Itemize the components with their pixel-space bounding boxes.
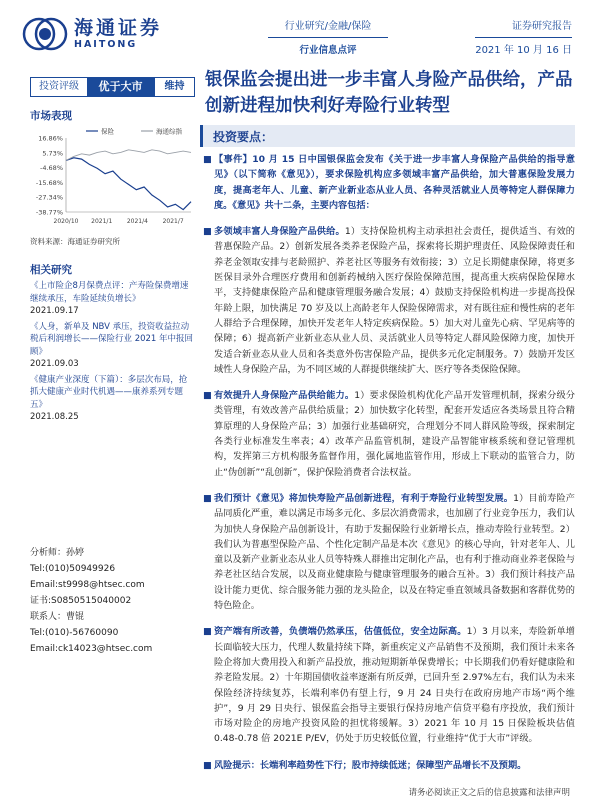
logo-chinese-text: 海通证券: [74, 17, 163, 39]
related-item[interactable]: [30, 374, 195, 424]
report-date: 2021 年 10 月 16 日: [475, 45, 572, 56]
company-logo: [22, 14, 162, 54]
legend-label: 海通综指: [156, 127, 182, 136]
key-point-highlight: 资产端有所改善，负债端仍然承压，估值低位，安全边际高。: [214, 626, 467, 638]
y-tick-label: -4.68%: [40, 164, 63, 173]
bullet-icon: ■: [203, 759, 212, 771]
investment-rating: [30, 77, 195, 97]
key-points-title: 投资要点：: [213, 130, 274, 144]
rating-label: 投资评级: [31, 78, 87, 96]
market-line-chart: [30, 126, 195, 226]
related-item-title: 《健康产业深度（下篇）：多层次布局，抢抓大健康产业时代机遇——康养系列专题五》: [30, 374, 188, 410]
related-item-title: 《上市险企8月保费点评：产寿险保费增速继续承压，车险延续负增长》: [30, 281, 189, 304]
y-tick-label: 5.73%: [42, 149, 63, 158]
report-type: 行业信息点评: [299, 45, 357, 56]
contact-email[interactable]: Email:ck14023@htsec.com: [30, 644, 153, 654]
key-point-3: [200, 491, 575, 613]
key-point-text: 1）支持保险机构主动承担社会责任，提供适当、有效的普惠保险产品。2）创新发展各类养老保险产品，探索将长期护理责任、风险保障责任和养老金领取安排与老龄照护、养老社区等服务有效衔接；3）立足长期健康保障，将更多医保目录外合理医疗费用和创新药械纳入医疗保险保障范围，提高重大疾病保险保障水平，支持健康保险产品和健康管理服务融合发展；4）鼓励支持保险机构进一步提高投保年龄上限，加快满足 70 岁及以上高龄老年人保险保障需求，对有既往症和慢性病的老年人群给予合理保障，加快开发老年人特定疾病保险。5）加大对儿童先心病、罕见病等的保障；6）提高新产业新业态从业人员、灵活就业人员等特定人群风险保障力度，加快开发适合新业态从业人员和各类意外伤害保险产品，提供多元化定制服务。7）鼓励开发区域性人身保险产品，为不同区域的人群提供继续扩大、医疗等各类保险保障。: [214, 226, 575, 375]
key-point-event: [200, 152, 575, 213]
y-tick-label: -27.34%: [35, 193, 63, 202]
key-point-1: [200, 224, 575, 377]
x-tick-label: 2020/10: [53, 218, 79, 225]
y-tick-label: 16.86%: [38, 134, 63, 143]
related-item-date: 2021.09.03: [30, 359, 79, 369]
analyst-tel: Tel:(010)50949926: [30, 564, 116, 574]
key-point-text: 1）3 月以来，寿险新单增长面临较大压力，代理人数量持续下降，新重疾定义产品销售不及预期，我们预计未来各险企将加大费用投入和新产品投放，推动短期新单保费增长；中长期我们仍看好健康险和养老险发展。2）十年期国债收益率逐渐有所反弹，已回升至 2.97%左右，我们认为未来保险经济持续复苏，长端利率仍有望上行，9 月 24 日央行在政府房地产市场“两个维护”，9 月 29 日央行、银保监会指导主要银行保持房地产信贷平稳有序投放，我们预计市场对险企的房地产投资风险的担忧将缓解。3）2021 年 10 月 15 日保险板块估值 0.48-0.78 倍 2021E P/EV，仍处于历史较低位置，行业维持“优于大市”评级。: [214, 626, 575, 745]
bullet-icon: ■: [203, 492, 212, 504]
analyst-contacts: [30, 545, 195, 657]
related-item-date: 2021.09.17: [30, 306, 79, 316]
report-category: 行业研究/金融/保险: [284, 21, 372, 32]
key-point-text: 1）要求保险机构优化产品开发管理机制，探索分级分类管理，有效改善产品供给质量；2）加快数字化转型，配套开发适应各类场景且符合精算原理的人身保险产品；3）加强行业基础研究，合理划分不同人群风险等级，探索制定各类行业标准发生率表；4）改革产品监管机制，建设产品智能审核系统和登记管理机构，发挥第三方机构服务监督作用，强化属地监管作用，形成上下联动的监管合力，防止“伪创新”“乱创新”，保护保险消费者合法权益。: [214, 390, 575, 478]
related-research-title: 相关研究: [30, 264, 72, 276]
contact-name: 联系人：曹锟: [30, 612, 85, 622]
legend-label: 保险: [101, 127, 114, 136]
bullet-icon: ■: [203, 226, 212, 238]
x-tick-label: 2021/7: [162, 218, 184, 225]
key-point-highlight: 我们预计《意见》将加快寿险产品创新进程，有利于寿险行业转型发展。: [214, 492, 514, 504]
analyst-email[interactable]: Email:st9998@htsec.com: [30, 580, 145, 590]
key-point-highlight: 【事件】10 月 15 日中国银保监会发布《关于进一步丰富人身保险产品供给的指导意见》（以下简称《意见》），要求保险机构应多领域丰富产品供给，加大普惠保险发展力度，提高老年人、儿童、新产业新业态从业人员、各种灵活就业人员等特定人群保障力度。《意见》共十二条，主要内容包括：: [214, 154, 575, 211]
key-point-4: [200, 624, 575, 746]
logo-english-text: HAITONG: [74, 39, 138, 50]
series-line-insurance: [66, 158, 191, 210]
key-point-2: [200, 388, 575, 480]
series-line-index: [66, 150, 191, 161]
header-divider: [268, 37, 388, 38]
analyst-name: 分析师：孙婷: [30, 548, 85, 558]
document-type: 证券研究报告: [512, 21, 572, 32]
key-points-header: [200, 125, 575, 147]
bullet-icon: ■: [203, 390, 212, 402]
related-item-date: 2021.08.25: [30, 412, 79, 422]
key-points-body: [200, 152, 575, 784]
y-tick-label: -38.77%: [35, 208, 63, 217]
contact-tel: Tel:(010)-56760090: [30, 628, 119, 638]
related-item[interactable]: [30, 321, 195, 371]
bullet-icon: ■: [203, 154, 212, 165]
analyst-certificate: 证书:S0850515040002: [30, 596, 132, 606]
x-tick-label: 2021/4: [126, 218, 148, 225]
related-item-title: 《人身，新单及 NBV 承压，投资收益拉动税后利润增长——保险行业 2021 年中报回顾》: [30, 321, 194, 357]
bullet-icon: ■: [203, 626, 212, 638]
y-tick-label: -15.68%: [35, 178, 63, 187]
rating-value: 优于大市: [87, 78, 154, 96]
related-research: [30, 262, 195, 424]
chart-source: 资料来源：海通证券研究所: [30, 237, 120, 246]
key-point-text: 1）目前寿险产品同质化严重，难以满足市场多元化、多层次消费需求，也加剧了行业竞争压力，我们认为加快人身保险产品创新设计，有助于发掘保险行业新增长点，推动寿险行业转型。2）我们认为普惠型保险产品、个性化定制产品是本次《意见》的核心导向，针对老年人、儿童以及新产业新业态从业人员等特殊人群推出定制化产品，也有利于推动商业养老保险与养老社区结合发展，以及商业健康险与健康管理服务的融合互补。3）我们预计科技产品设计能力更优、综合服务能力强的龙头险企，以及在特定垂直领域具备数据和客群优势的特色险企。: [214, 492, 575, 612]
key-point-risk: [200, 758, 575, 773]
report-header: [0, 0, 600, 62]
x-tick-label: 2021/1: [91, 218, 113, 225]
key-point-highlight: 多领域丰富人身保险产品供给。: [214, 226, 345, 238]
risk-warning: 风险提示：长端利率趋势性下行；股市持续低迷；保障型产品增长不及预期。: [214, 759, 527, 771]
rating-action: 维持: [154, 78, 194, 96]
haitong-logo-icon: [22, 14, 68, 54]
header-divider-right: [475, 37, 572, 38]
market-performance-title: 市场表现: [30, 110, 72, 122]
disclaimer-footer: 请务必阅读正文之后的信息披露和法律声明: [408, 788, 570, 798]
market-chart: [30, 126, 195, 226]
key-point-highlight: 有效提升人身保险产品供给能力。: [214, 390, 355, 402]
related-item[interactable]: [30, 280, 195, 318]
report-title: 银保监会提出进一步丰富人身险产品供给，产品创新进程加快利好寿险行业转型: [205, 70, 573, 116]
